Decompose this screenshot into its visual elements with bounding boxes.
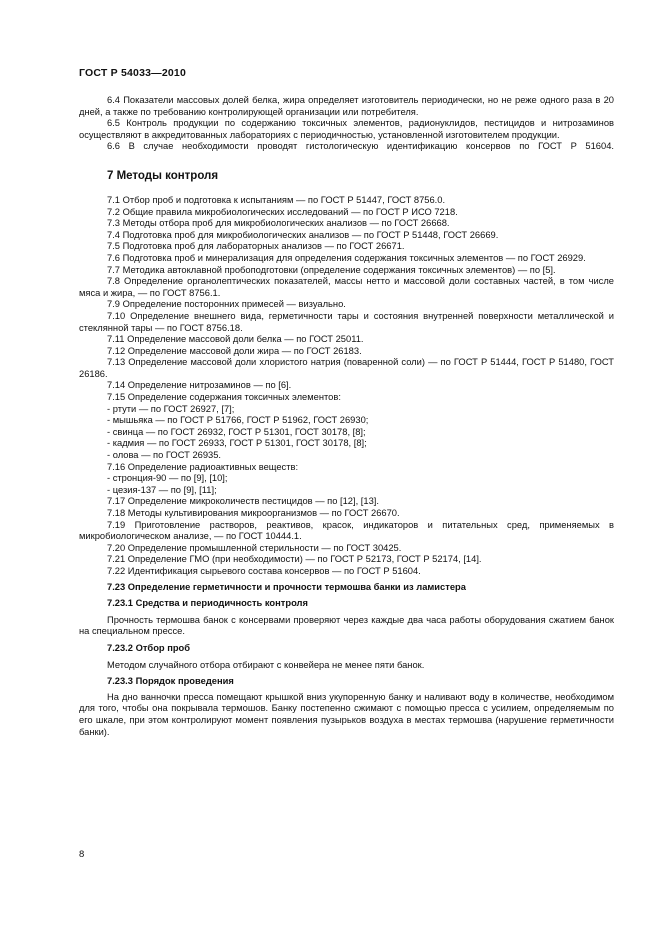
radio-item-strontium: - стронция-90 — по [9], [10];: [107, 473, 228, 484]
section-7-title: 7 Методы контроля: [107, 169, 219, 182]
subsection-7-23-1-title: 7.23.1 Средства и периодичность контроля: [107, 598, 308, 609]
subsection-7-23-2-title: 7.23.2 Отбор проб: [107, 642, 191, 653]
item-7-19: 7.19 Приготовление растворов, реактивов, красок, индикаторов и питательных сред, применяемых в микробиологическом анализе, — по ГОСТ 10444.1.: [79, 519, 614, 542]
subsection-7-23-3-text: На дно ванночки пресса помещают крышкой вниз укупоренную банку и наливают воду в количестве, необходимом для того, чтобы она покрывала термошов. Банку постепенно сжимают с помощью пресса с усилием, определяемым по его шкале, при этом контролируют момент появления пузырьков воздуха в местах термошва (нарушение герметичности банки).: [79, 691, 614, 737]
subsection-7-23-3-title: 7.23.3 Порядок проведения: [107, 676, 234, 687]
subsection-7-23-title: 7.23 Определение герметичности и прочности термошва банки из ламистера: [107, 581, 466, 592]
item-7-16: 7.16 Определение радиоактивных веществ:: [107, 461, 299, 472]
item-7-15: 7.15 Определение содержания токсичных элементов:: [107, 392, 341, 403]
item-7-17: 7.17 Определение микроколичеств пестицидов — по [12], [13].: [107, 496, 379, 507]
toxic-item-cadmium: - кадмия — по ГОСТ 26933, ГОСТ Р 51301, ГОСТ 30178, [8];: [107, 438, 367, 449]
item-7-6: 7.6 Подготовка проб и минерализация для определения содержания токсичных элементов — по ГОСТ 26929.: [107, 252, 586, 263]
radio-item-cesium: - цезия-137 — по [9], [11];: [107, 484, 217, 495]
item-7-4: 7.4 Подготовка проб для микробиологических анализов — по ГОСТ Р 51448, ГОСТ 26669.: [107, 229, 499, 240]
item-7-7: 7.7 Методика автоклавной пробоподготовки (определение содержания токсичных элементов) — по [5].: [107, 264, 556, 275]
item-7-11: 7.11 Определение массовой доли белка — по ГОСТ 25011.: [107, 334, 364, 345]
paragraph-6-6: 6.6 В случае необходимости проводят гистологическую идентификацию консервов по ГОСТ Р 51604.: [107, 141, 614, 152]
toxic-item-arsenic: - мышьяка — по ГОСТ Р 51766, ГОСТ Р 51962, ГОСТ 26930;: [107, 415, 369, 426]
standard-header: ГОСТ Р 54033—2010: [79, 67, 187, 79]
item-7-1: 7.1 Отбор проб и подготовка к испытаниям — по ГОСТ Р 51447, ГОСТ 8756.0.: [107, 194, 446, 205]
item-7-18: 7.18 Методы культивирования микроорганизмов — по ГОСТ 26670.: [107, 508, 400, 518]
item-7-8: 7.8 Определение органолептических показателей, массы нетто и массовой доли составных частей, в том числе мяса и жира, — по ГОСТ 8756.1.: [79, 276, 614, 298]
item-7-12: 7.12 Определение массовой доли жира — по ГОСТ 26183.: [107, 345, 362, 356]
paragraph-6-5: 6.5 Контроль продукции по содержанию токсичных элементов, радионуклидов, пестицидов и нитрозаминов осуществляют в аккредитованных лабораториях с периодичностью, установленной изготовителем продукции.: [79, 118, 614, 140]
item-7-10: 7.10 Определение внешнего вида, герметичности тары и состояния внутренней поверхности металлической и стеклянной тары — по ГОСТ 8756.18.: [79, 310, 614, 333]
subsection-7-23-2-text: Методом случайного отбора отбирают с конвейера не менее пяти банок.: [107, 659, 425, 670]
page-number: 8: [79, 849, 85, 860]
item-7-9: 7.9 Определение посторонних примесей — визуально.: [107, 299, 346, 310]
toxic-item-lead: - свинца — по ГОСТ 26932, ГОСТ Р 51301, ГОСТ 30178, [8];: [107, 426, 366, 437]
item-7-21: 7.21 Определение ГМО (при необходимости) — по ГОСТ Р 52173, ГОСТ Р 52174, [14].: [107, 554, 482, 565]
toxic-item-mercury: - ртути — по ГОСТ 26927, [7];: [107, 403, 235, 414]
item-7-14: 7.14 Определение нитрозаминов — по [6].: [107, 380, 292, 391]
item-7-2: 7.2 Общие правила микробиологических исследований — по ГОСТ Р ИСО 7218.: [107, 206, 458, 217]
paragraph-6-4: 6.4 Показатели массовых долей белка, жира определяет изготовитель периодически, но не реже одного раза в 20 дней, а также по требованию контролирующей организации или потребителя.: [79, 95, 614, 117]
item-7-20: 7.20 Определение промышленной стерильности — по ГОСТ 30425.: [107, 542, 402, 553]
item-7-5: 7.5 Подготовка проб для лабораторных анализов — по ГОСТ 26671.: [107, 241, 405, 252]
item-7-22: 7.22 Идентификация сырьевого состава консервов — по ГОСТ Р 51604.: [107, 565, 421, 576]
item-7-13: 7.13 Определение массовой доли хлористого натрия (поваренной соли) — по ГОСТ Р 51444, ГОСТ Р 51480, ГОСТ 26186.: [79, 357, 614, 379]
subsection-7-23-1-text: Прочность термошва банок с консервами проверяют через каждые два часа работы оборудования сжатием банок на специальном прессе.: [79, 614, 614, 637]
document-body: [79, 95, 614, 738]
toxic-item-tin: - олова — по ГОСТ 26935.: [107, 450, 222, 461]
item-7-3: 7.3 Методы отбора проб для микробиологических анализов — по ГОСТ 26668.: [107, 218, 450, 229]
